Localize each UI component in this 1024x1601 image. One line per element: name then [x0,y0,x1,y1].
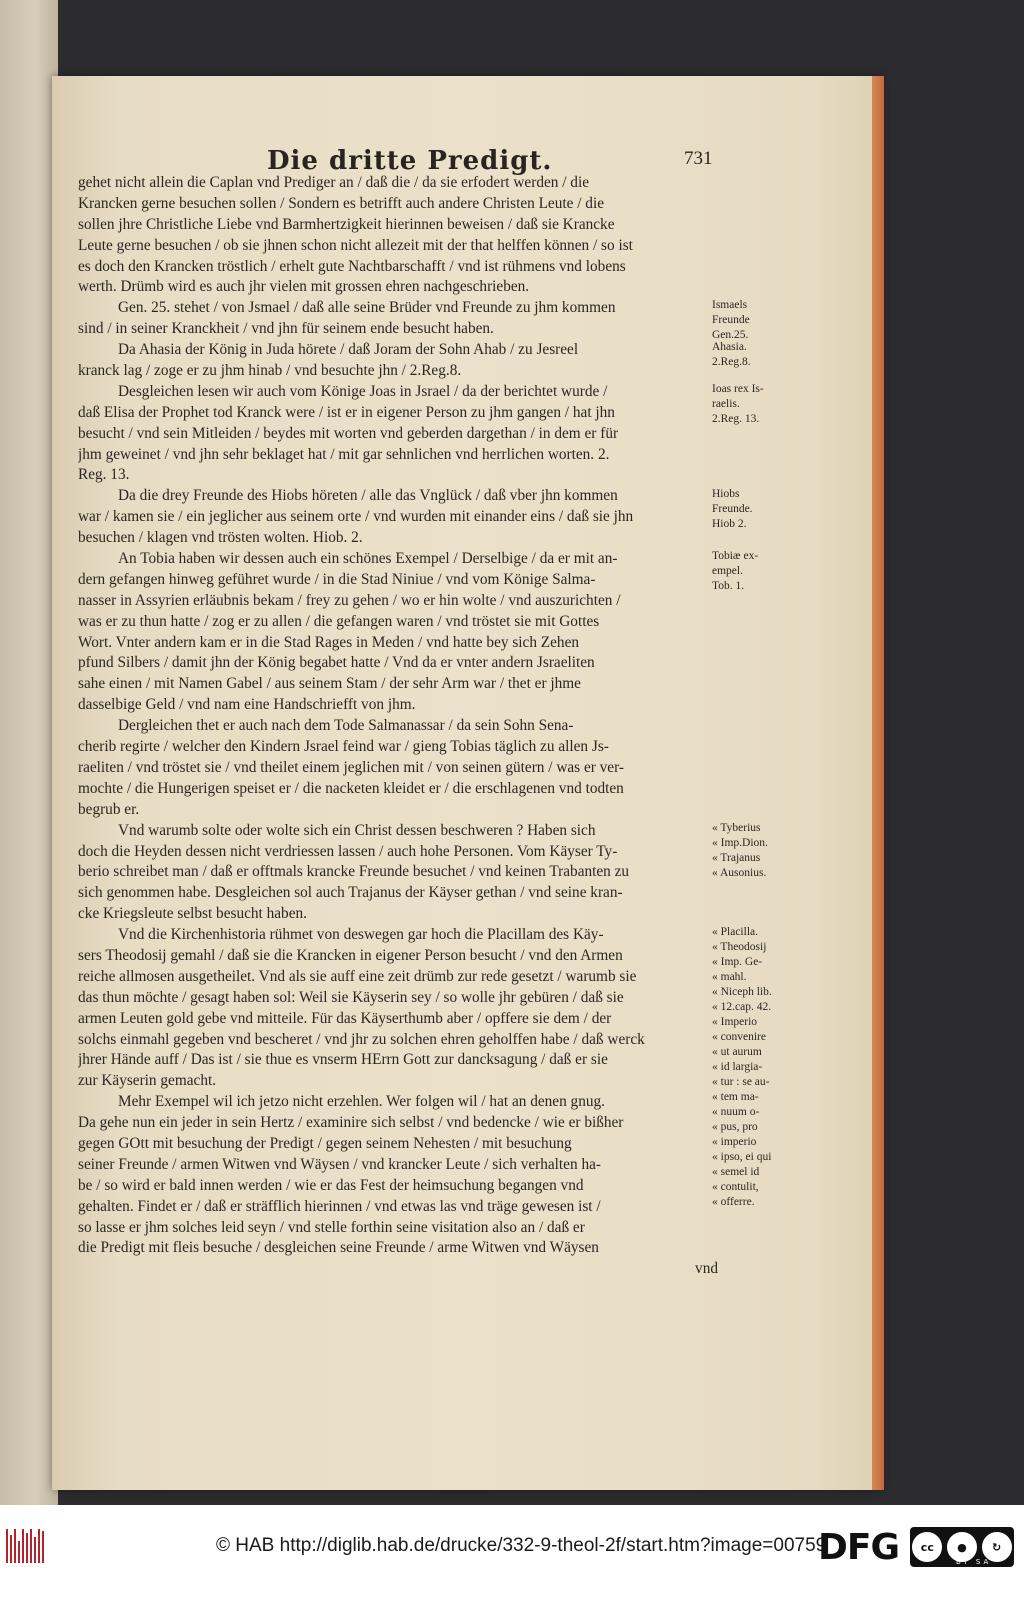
text-line: Vnd warumb solte oder wolte sich ein Christ dessen beschweren ? Haben sich [118,821,596,839]
text-line: begrub er. [78,800,140,818]
text-line: es doch den Krancken tröstlich / erhelt gute Nachtbarschafft / vnd ist rühmens vnd lobens [78,257,626,275]
text-line: raeliten / vnd tröstet sie / vnd theilet einem jeglichen mit / von seinen gütern / was er ver- [78,758,624,776]
text-line: Dergleichen thet er auch nach dem Tode Salmanassar / da sein Sohn Sena- [118,717,574,735]
text-line: besuchen / klagen vnd trösten wolten. Hiob. 2. [78,529,363,547]
margin-note: Ioas rex Is- raelis. 2.Reg. 13. [712,383,764,425]
text-line: Desgleichen lesen wir auch vom Könige Joas in Jsrael / da der berichtet wurde / [118,382,608,400]
cc-icon: cc [912,1532,942,1562]
text-line: nasser in Assyrien erläubnis bekam / frey zu gehen / wo er hin wolte / vnd auszurichten / [78,591,621,609]
text-line: vnd [695,1260,718,1278]
margin-note: Ismaels Freunde Gen.25. [712,299,750,342]
text-line: zur Käyserin gemacht. [78,1072,217,1090]
text-line: das thun möchte / gesagt haben sol: Weil sie Käyserin sey / so wolle jhr gebüren / daß sie [78,988,624,1006]
text-line: Da Ahasia der König in Juda hörete / daß Joram der Sohn Ahab / zu Jesreel [118,341,579,359]
text-line: mochte / die Hungerigen speiset er / die nacketen kleidet er / die erschlagenen vnd todten [78,779,624,797]
text-line: was er zu thun hatte / zog er zu allen / die gefangen waren / vnd tröstet sie mit Gottes [78,612,600,630]
text-line: gegen GOtt mit besuchung der Predigt / gegen seinem Nehesten / mit besuchung [78,1134,572,1152]
margin-note: Ahasia. 2.Reg.8. [712,341,751,369]
text-line: cke Kriegsleute selbst besucht haben. [78,905,307,923]
text-line: die Predigt mit fleis besuche / desgleichen seine Freunde / arme Witwen vnd Wäysen [78,1239,599,1257]
text-line: daß Elisa der Prophet tod Kranck were / ist er in eigener Person zu jhm gangen / hat jhn [78,403,615,421]
sa-icon: ↻ [982,1532,1012,1562]
text-line: reiche allmosen ausgetheilet. Vnd als sie auff eine zeit drümb zur rede gesetzt / warumb sie [78,967,637,985]
facing-page-edge [0,0,58,1505]
margin-note: Tobiæ ex- empel. Tob. 1. [712,550,759,593]
text-line: war / kamen sie / ein jeglicher aus seinem orte / vnd wurden mit einander eins / daß sie jhn [78,508,634,526]
text-line: sollen jhre Christliche Liebe vnd Barmhertzigkeit hierinnen beweisen / daß sie Krancke [78,215,615,233]
text-line: dern gefangen hinweg geführet wurde / in die Stad Niniue / vnd vom Könige Salma- [78,570,596,588]
text-line: be / so wird er bald innen werden / wie er das Fest der heimsuchung begangen vnd [78,1176,584,1194]
by-icon: ● [947,1532,977,1562]
text-line: werth. Drümb wird es auch jhr vielen mit grossen ehren nachgeschrieben. [78,278,530,296]
text-line: doch die Heyden dessen nicht verdriessen lassen / auch hohe Personen. Vom Käyser Ty- [78,842,618,860]
text-line: sich genommen habe. Desgleichen sol auch Trajanus der Käyser gethan / vnd seine kran- [78,884,623,902]
margin-notes [712,76,882,1490]
text-line: Mehr Exempel wil ich jetzo nicht erzehlen. Wer folgen wil / hat an denen gnug. [118,1093,605,1111]
text-line: Krancken gerne besuchen sollen / Sondern es betrifft auch andere Christen Leute / die [78,194,604,212]
body-text [78,173,718,1280]
running-title: Die dritte Predigt. [267,146,553,176]
text-line: Leute gerne besuchen / ob sie jhnen schon nicht allezeit mit der that helffen können / so ist [78,236,633,254]
barcode-icon [6,1529,46,1563]
text-line: dasselbige Geld / vnd nam eine Handschriefft von jhm. [78,696,416,714]
text-line: pfund Silbers / damit jhn der König begabet hatte / Vnd da er vnter andern Jsraeliten [78,654,595,672]
text-line: An Tobia haben wir dessen auch ein schönes Exempel / Derselbige / da er mit an- [118,550,618,568]
text-line: besucht / vnd sein Mitleiden / beydes mit worten vnd geberden dargethan / in dem er für [78,424,619,442]
text-line: so lasse er jhm solches leid seyn / vnd stelle forthin seine visitation also an / daß er [78,1218,585,1236]
book-page [52,76,882,1490]
text-line: jhrer Hände auff / Das ist / sie thue es vnserm HErrn Gott zur dancksagung / daß er sie [78,1051,608,1069]
viewer-footer [0,1505,1024,1601]
text-line: Reg. 13. [78,466,130,484]
text-line: solchs einmahl gegeben vnd bescheret / vnd jhr zu solchen ehren geholffen habe / daß werck [78,1030,645,1048]
text-line: berio schreibet man / daß er offtmals krancke Freunde besuchet / vnd keinen Trabanten zu [78,863,630,881]
dfg-logo: DFG [818,1527,900,1568]
text-line: cherib regirte / welcher den Kindern Jsrael feind war / gieng Tobias täglich zu allen Js- [78,738,609,756]
margin-note: « Placilla. « Theodosij « Imp. Ge- « mahl. « Niceph lib. « 12.cap. 42. « Imperio « convenire « ut aurum « id largia- « tur : se au- « tem ma- « nuum o- « pus, pro « imperio « ipso, ei qui « semel id « contulit, « offerre. [712,926,772,1209]
text-line: gehet nicht allein die Caplan vnd Prediger an / daß die / da sie erfodert werden / die [78,174,589,191]
license-label: BY SA [956,1558,992,1566]
text-line: Gen. 25. stehet / von Jsmael / daß alle seine Brüder vnd Freunde zu jhm kommen [118,299,616,317]
source-url[interactable]: © HAB http://diglib.hab.de/drucke/332-9-theol-2f/start.htm?image=00759 [216,1535,827,1556]
text-line: gehalten. Findet er / daß er sträfflich hierinnen / vnd etwas las vnd träge gewesen ist / [78,1197,601,1215]
text-line: kranck lag / zoge er zu jhm hinab / vnd besuchte jhn / 2.Reg.8. [78,362,462,380]
cc-license-badge[interactable] [910,1527,1014,1567]
text-line: seiner Freunde / armen Witwen vnd Wäysen / vnd krancker Leute / sich verhalten ha- [78,1155,601,1173]
text-line: sers Theodosij gemahl / daß sie die Krancken in eigener Person besucht / vnd den Armen [78,946,623,964]
text-line: armen Leuten gold gebe vnd mitteile. Für das Käyserthumb aber / opffere sie dem / der [78,1009,612,1027]
text-line: Da gehe nun ein jeder in sein Hertz / examinire sich selbst / vnd bedencke / wie er bißher [78,1114,624,1132]
margin-note: Hiobs Freunde. Hiob 2. [712,487,753,530]
text-line: Vnd die Kirchenhistoria rühmet von deswegen gar hoch die Placillam des Käy- [118,926,604,944]
text-line: sahe einen / mit Namen Gabel / aus seinem Stam / der sehr Arm war / thet er jhme [78,675,581,693]
text-line: sind / in seiner Kranckheit / vnd jhn für seinem ende besucht haben. [78,320,494,338]
page-number: 731 [684,148,713,169]
margin-note: « Tyberius « Imp.Dion. « Trajanus « Ausonius. [712,821,768,879]
text-line: Wort. Vnter andern kam er in die Stad Rages in Meden / vnd hatte bey sich Zehen [78,633,580,651]
text-line: jhm geweinet / vnd jhn sehr beklaget hat / mit gar sehnlichen vnd herrlichen worten. 2. [78,445,610,463]
page-fore-edge [872,76,884,1490]
text-line: Da die drey Freunde des Hiobs höreten / alle das Vnglück / daß vber jhn kommen [118,487,618,505]
